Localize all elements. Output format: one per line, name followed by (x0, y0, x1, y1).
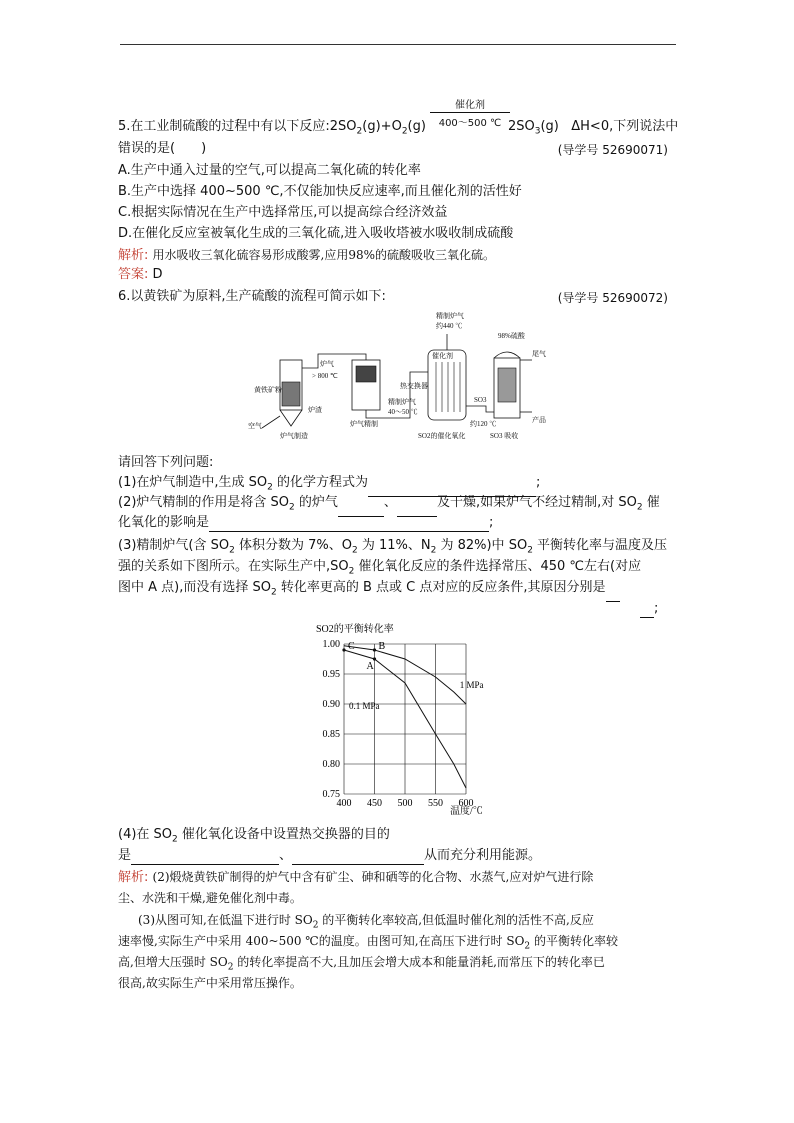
y-tick-label: 0.95 (322, 669, 340, 680)
point-label: A (366, 661, 374, 672)
y-tick-label: 0.80 (322, 759, 340, 770)
q6-analysis-line1 (118, 868, 593, 887)
q5-stem (118, 118, 678, 141)
analysis-text: 速率慢,实际生产中采用 400~500 ℃的温度。由图可知,在高压下进行时 SO (118, 934, 525, 948)
analysis-label: 解析: (118, 870, 149, 885)
point-label: B (378, 641, 386, 652)
y-tick-label: 0.75 (322, 789, 340, 800)
q5-stem-line2: 错误的是( ) (118, 141, 207, 156)
sub: 2 (348, 566, 355, 577)
chart-point (373, 648, 376, 651)
chart-points (342, 641, 385, 672)
q6-text: 催 (642, 495, 660, 510)
analysis-text: 高,但增大压强时 SO (118, 955, 228, 969)
diagram-label: 40～50 ℃ (388, 408, 418, 416)
sub: 2 (267, 482, 273, 493)
q6-part2-line2 (118, 514, 493, 532)
sub: 2 (289, 502, 295, 513)
sub: 2 (524, 941, 531, 952)
diagram-label: 约120 ℃ (470, 420, 497, 428)
diagram-label: 约440 ℃ (436, 322, 463, 330)
q5-text: ΔH<0,下列说法中 (571, 119, 679, 134)
chart-grid (344, 644, 466, 794)
chart-ticks (323, 639, 474, 809)
diagram-label: 空气 (248, 422, 262, 430)
chart-series (344, 646, 484, 788)
q6-ref: (导学号 52690072) (557, 291, 668, 305)
x-tick-label: 550 (428, 798, 443, 809)
analysis-text: (3)从图可知,在低温下进行时 SO (138, 913, 313, 927)
chart-title: SO2的平衡转化率 (316, 624, 394, 635)
analysis-text: 的平衡转化率较 (530, 934, 618, 948)
x-tick-label: 400 (336, 798, 352, 809)
q6-text: 平衡转化率与温度及压 (532, 538, 668, 553)
conversion-chart (300, 618, 500, 818)
q5-option-b: B.生产中选择 400~500 ℃,不仅能加快反应速率,而且催化剂的活性好 (118, 184, 522, 199)
q6-text: 为 82%)中 SO (436, 538, 528, 553)
diagram-label: 催化剂 (432, 352, 453, 360)
y-tick-label: 0.90 (322, 699, 340, 710)
diagram-label: SO2的催化氧化 (418, 432, 466, 440)
temperature-label: 400～500 ℃ (438, 118, 502, 129)
q6-text: 的炉气 (294, 495, 338, 510)
q6-text: ; (654, 601, 659, 616)
q6-analysis-line4 (118, 932, 618, 955)
diagram-label: 精制炉气 (436, 312, 464, 320)
sub: 2 (172, 834, 178, 845)
q6-text: 的化学方程式为 (272, 475, 369, 490)
q6-text: 强的关系如下图所示。在实际生产中,SO (118, 559, 349, 574)
q5-text: (g) (407, 119, 426, 134)
q6-text: ; (536, 475, 541, 490)
answer-blank[interactable] (131, 850, 279, 865)
diagram-label: 炉渣 (308, 406, 322, 414)
q5-text: 2SO (507, 119, 535, 134)
q6-text: ; (489, 515, 494, 530)
header-rule (120, 44, 676, 45)
q6-text: 化氧化的影响是 (118, 515, 210, 530)
diagram-label: 炉气精制 (350, 420, 378, 428)
q6-stem: 6.以黄铁矿为原料,生产硫酸的流程可简示如下: (118, 289, 386, 304)
q6-analysis-line6: 很高,故实际生产中采用常压操作。 (118, 976, 302, 990)
q6-text: 、 (279, 848, 293, 863)
q6-part4-line2 (118, 847, 541, 865)
diagram-label: 尾气 (532, 350, 546, 358)
q6-text: (4)在 SO (118, 827, 173, 842)
diagram-label: 黄铁矿粉 (254, 386, 282, 394)
x-tick-label: 450 (367, 798, 382, 809)
answer-blank[interactable] (292, 850, 424, 865)
sub: 2 (270, 587, 277, 598)
q6-part3-line3 (118, 579, 620, 602)
q5-text: (g) (540, 119, 559, 134)
diagram-label: 产品 (532, 416, 546, 424)
diagram-label: 98%硫酸 (498, 332, 525, 340)
q5-option-a: A.生产中通入过量的空气,可以提高二氧化硫的转化率 (118, 163, 421, 178)
q6-text: 从而充分利用能源。 (424, 848, 542, 863)
diagram-label: SO3 吸收 (490, 432, 519, 440)
q6-text: 是 (118, 848, 132, 863)
process-flow-diagram (250, 308, 550, 444)
sub: 2 (229, 545, 235, 556)
sub: 2 (312, 920, 319, 931)
q6-text: (2)炉气精制的作用是将含 SO (118, 495, 290, 510)
sub: 2 (351, 545, 358, 556)
q6-text: (3)精制炉气(含 SO (118, 538, 230, 553)
sub: 2 (527, 545, 533, 556)
analysis-text: (2)煅烧黄铁矿制得的炉气中含有矿尘、砷和硒等的化合物、水蒸气,应对炉气进行除 (152, 870, 594, 884)
chart-point (342, 648, 345, 651)
answer-blank[interactable] (209, 517, 489, 532)
x-tick-label: 600 (458, 798, 474, 809)
q5-analysis (118, 246, 495, 265)
q6-analysis-line5 (118, 953, 605, 976)
diagram-label: 热交换器 (400, 382, 428, 390)
q6-text: (1)在炉气制造中,生成 SO (118, 475, 268, 490)
answer-blank[interactable] (606, 587, 620, 602)
catalyst-label: 催化剂 (430, 96, 510, 113)
sub: 2 (636, 502, 643, 513)
q6-text: 、 (383, 495, 397, 510)
analysis-label: 解析: (118, 248, 149, 263)
q6-part4 (118, 826, 390, 849)
q6-part3-line1 (118, 537, 667, 560)
series-label: 1 MPa (459, 680, 484, 690)
series-label: 0.1 MPa (349, 701, 380, 711)
q6-text: 转化率更高的 B 点或 C 点对应的反应条件,其原因分别是 (276, 580, 606, 595)
q6-text: 催化氧化设备中设置热交换器的目的 (177, 827, 390, 842)
diagram-label: 精制炉气 (388, 398, 416, 406)
q5-option-c: C.根据实际情况在生产中选择常压,可以提高综合经济效益 (118, 205, 448, 220)
point-label: C (348, 641, 355, 652)
y-tick-label: 0.85 (322, 729, 340, 740)
sub: 2 (401, 126, 408, 137)
diagram-label: SO3 (474, 396, 487, 404)
q6-text: 图中 A 点),而没有选择 SO (118, 580, 271, 595)
analysis-text: 用水吸收三氧化硫容易形成酸雾,应用98%的硫酸吸收三氧化硫。 (152, 248, 496, 262)
sub: 2 (227, 962, 234, 973)
q6-text: 体积分数为 7%、O (234, 538, 352, 553)
answer-blank[interactable] (640, 603, 654, 618)
q6-analysis-line3 (138, 911, 594, 934)
q6-text: 为 11%、N (357, 538, 431, 553)
q6-part3-line2 (118, 558, 641, 581)
answer-label: 答案: (118, 267, 149, 282)
y-tick-label: 1.00 (322, 639, 340, 650)
q6-text: 催化氧化反应的条件选择常压、450 ℃左右(对应 (354, 559, 642, 574)
q5-option-d: D.在催化反应室被氧化生成的三氧化硫,进入吸收塔被水吸收制成硫酸 (118, 226, 514, 241)
q5-text: 5.在工业制硫酸的过程中有以下反应:2SO (118, 119, 357, 134)
sub: 2 (430, 545, 437, 556)
analysis-text: 的转化率提高不大,且加压会增大成本和能量消耗,而常压下的转化率已 (233, 955, 605, 969)
x-tick-label: 500 (397, 798, 413, 809)
diagram-label: 炉气 (320, 360, 334, 368)
sub: 2 (356, 126, 363, 137)
sub: 3 (534, 126, 541, 137)
q5-answer (118, 266, 163, 284)
q6-intro: 请回答下列问题: (118, 455, 214, 470)
q6-part3-end (640, 600, 658, 618)
q6-text: 及干燥,如果炉气不经过精制,对 SO (436, 495, 637, 510)
q6-analysis-line2: 尘、水洗和干燥,避免催化剂中毒。 (118, 891, 302, 905)
chart-xlabel: 温度/℃ (450, 806, 483, 817)
diagram-label: > 800 ℃ (312, 372, 338, 380)
answer-value: D (152, 267, 163, 282)
diagram-label: 炉气制造 (280, 432, 308, 440)
q5-text: (g)+O (362, 119, 402, 134)
analysis-text: 的平衡转化率较高,但低温时催化剂的活性不高,反应 (318, 913, 594, 927)
q5-ref: (导学号 52690071) (557, 143, 668, 157)
